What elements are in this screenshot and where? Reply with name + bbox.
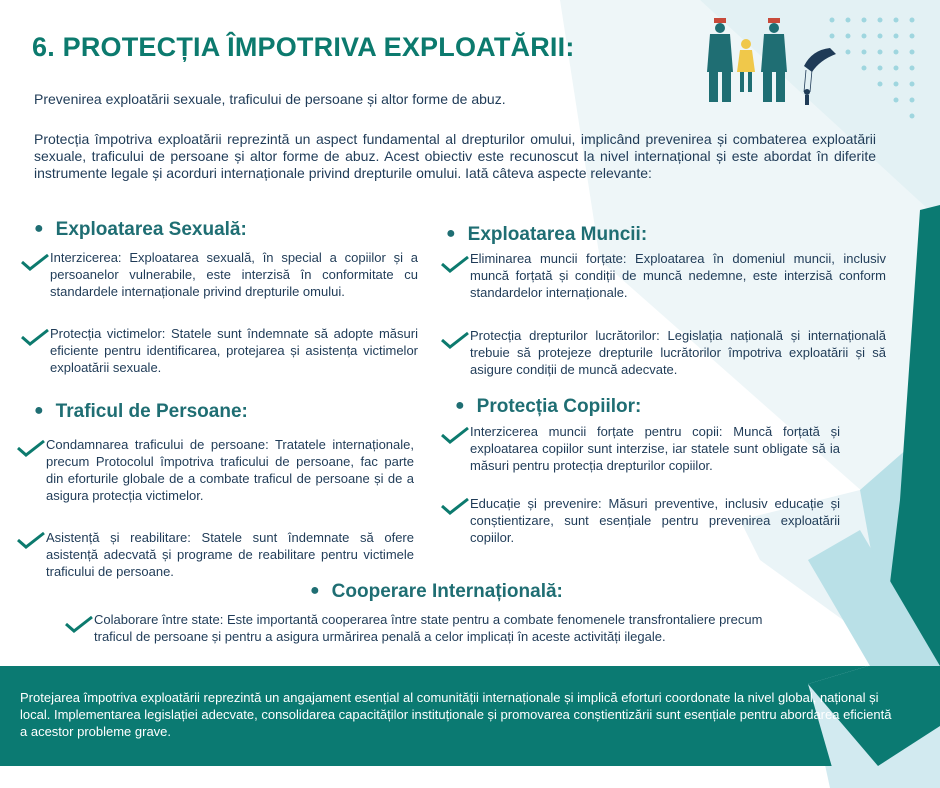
- bullet-dot-icon: ●: [34, 402, 44, 419]
- checkmark-icon: [440, 254, 470, 274]
- page-title: 6. PROTECȚIA ÎMPOTRIVA EXPLOATĂRII:: [32, 32, 575, 62]
- list-item: Colaborare între state: Este importantă cooperarea între state pentru a combate fenomenele transfrontaliere precum traficul de persoane și pentru a asigura urmărirea penală a celor implicați în aceste activități ilegale.: [94, 612, 763, 644]
- checkmark-icon: [440, 330, 470, 350]
- bullet-dot-icon: ●: [34, 220, 44, 237]
- intro-text: Prevenirea exploatării sexuale, traficului de persoane și altor forme de abuz.: [34, 91, 506, 107]
- list-item: Eliminarea muncii forțate: Exploatarea în domeniul muncii, inclusiv muncă forțată și condiții de muncă nedemne, este interzisă conform standardelor internaționale.: [470, 251, 886, 300]
- bullet-dot-icon: ●: [455, 397, 465, 414]
- list-item: Educație și prevenire: Măsuri preventive, inclusiv educație și conștientizare, sunt esențiale pentru prevenirea exploatării copiilor.: [470, 496, 840, 545]
- bullet-dot-icon: ●: [446, 225, 456, 242]
- list-item: Condamnarea traficului de persoane: Tratatele internaționale, precum Protocolul împotriva traficului de persoane, fac parte din eforturile globale de a combate traficul de persoane și de a asigura protecția victimelor.: [46, 437, 414, 503]
- list-item: Interzicerea: Exploatarea sexuală, în special a copiilor și a persoanelor vulnerabile, este interzisă în conformitate cu standardele internaționale privind drepturile omului.: [50, 250, 418, 299]
- checkmark-icon: [16, 530, 46, 550]
- section-heading-labor: ● Exploatarea Muncii:: [446, 224, 648, 245]
- checkmark-icon: [16, 438, 46, 458]
- section-heading-cooperation: ● Cooperare Internațională:: [310, 581, 563, 602]
- checkmark-icon: [64, 614, 94, 634]
- list-item: Protecția victimelor: Statele sunt îndemnate să adopte măsuri eficiente pentru identificarea, protejarea și asistența victimelor exploatării sexuale.: [50, 326, 418, 375]
- section-heading-trafficking: ● Traficul de Persoane:: [34, 401, 248, 422]
- list-item: Protecția drepturilor lucrătorilor: Legislația națională și internațională trebuie să protejeze drepturile lucrătorilor împotriva exploatării și să asigure condiții de muncă adecvate.: [470, 328, 886, 377]
- section-heading-children: ● Protecția Copiilor:: [455, 396, 642, 417]
- checkmark-icon: [440, 496, 470, 516]
- list-item: Asistență și reabilitare: Statele sunt îndemnate să ofere asistență adecvată și programe de reabilitare pentru victimele traficului de persoane.: [46, 530, 414, 579]
- list-item: Interzicerea muncii forțate pentru copii: Muncă forțată și exploatarea copiilor sunt interzise, iar statele sunt obligate să ia măsuri pentru protecția drepturilor copiilor.: [470, 424, 840, 473]
- trafficking-illustration: [700, 14, 840, 110]
- checkmark-icon: [20, 252, 50, 272]
- intro-paragraph: Protecția împotriva exploatării reprezintă un aspect fundamental al drepturilor omului, implicând prevenirea și combaterea exploatării sexuale, traficului de persoane și altor forme de abuz. Acest obiectiv este recunoscut la nivel internațional și este abordat în diferite instrumente legale și acorduri internaționale privind drepturile omului. Iată câteva aspecte relevante:: [34, 131, 876, 181]
- checkmark-icon: [440, 425, 470, 445]
- section-heading-sexual: ● Exploatarea Sexuală:: [34, 219, 247, 240]
- checkmark-icon: [20, 327, 50, 347]
- footer-text: Protejarea împotriva exploatării reprezintă un angajament esențial al comunității internaționale și implică eforturi coordonate la nivel global, național și local. Implementarea legislației adecvate, consolidarea capacităților instituționale și promovarea conștientizării sunt esențiale pentru abordarea eficientă a acestor probleme grave.: [20, 690, 892, 739]
- bullet-dot-icon: ●: [310, 582, 320, 599]
